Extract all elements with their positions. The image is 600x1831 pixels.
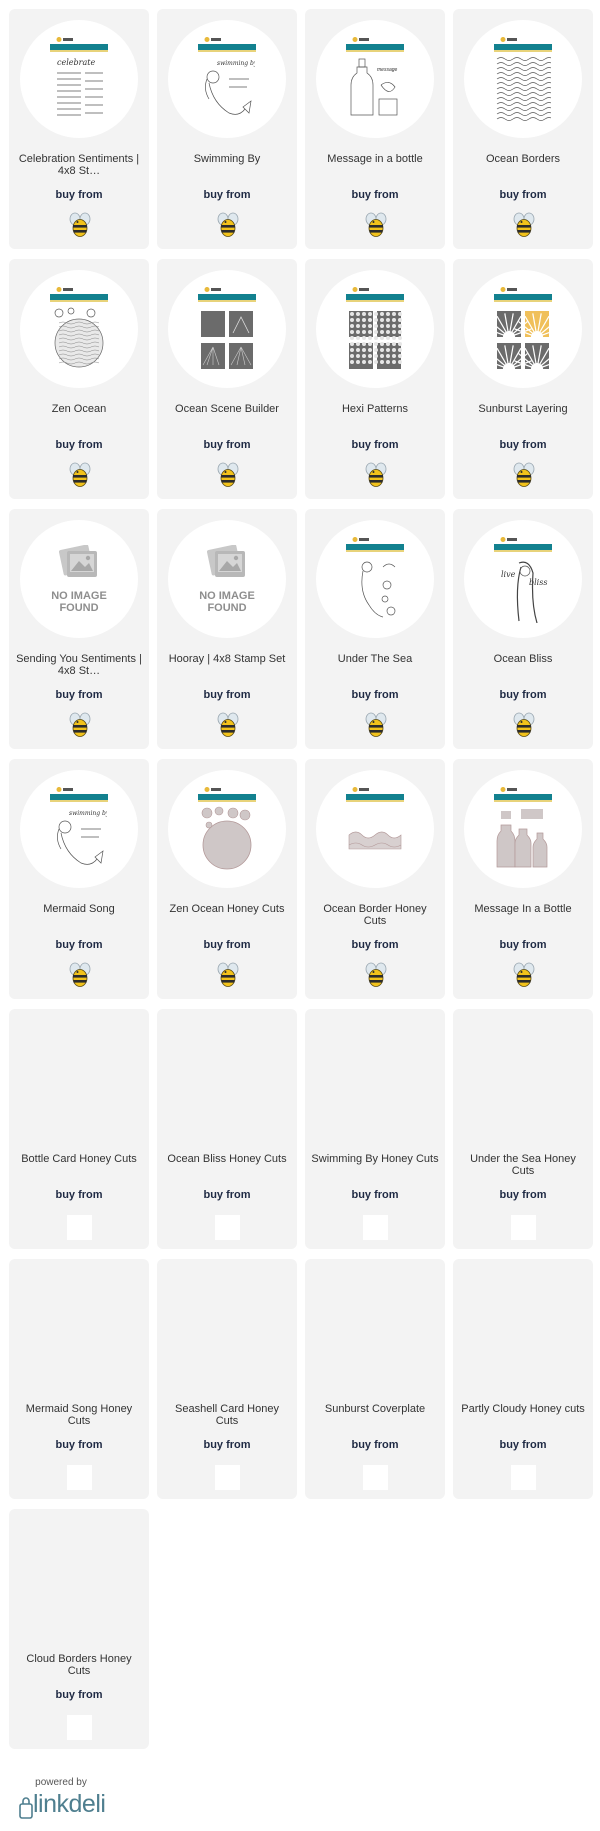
buy-from-label: buy from xyxy=(351,439,399,451)
product-card[interactable] xyxy=(9,759,149,999)
bee-icon[interactable] xyxy=(511,212,537,238)
product-image[interactable] xyxy=(20,520,138,638)
bee-icon[interactable] xyxy=(511,962,537,988)
buy-from-label: buy from xyxy=(499,439,547,451)
product-title[interactable]: Celebration Sentiments | 4x8 St… xyxy=(18,153,140,177)
stamp-set-mermaid-song-icon xyxy=(51,805,107,872)
product-card[interactable] xyxy=(305,1009,445,1249)
buy-from-label: buy from xyxy=(55,1439,103,1451)
product-image[interactable] xyxy=(464,20,582,138)
bee-icon[interactable] xyxy=(215,462,241,488)
product-title[interactable]: Message In a Bottle xyxy=(474,903,572,915)
image-placeholder-icon xyxy=(205,545,249,586)
buy-from-label: buy from xyxy=(203,189,251,201)
product-card[interactable] xyxy=(305,9,445,249)
product-card[interactable] xyxy=(157,509,297,749)
product-title[interactable]: Mermaid Song Honey Cuts xyxy=(25,1403,133,1427)
product-title[interactable]: Sending You Sentiments | 4x8 St… xyxy=(16,653,142,677)
die-bottles-icon xyxy=(495,805,551,872)
product-image[interactable] xyxy=(168,1020,286,1138)
brand-logo-icon xyxy=(352,36,370,43)
buy-from-label: buy from xyxy=(499,189,547,201)
bee-icon[interactable] xyxy=(67,212,93,238)
retailer-logo-icon[interactable] xyxy=(67,1715,92,1740)
no-image-placeholder xyxy=(42,545,116,614)
retailer-logo-icon[interactable] xyxy=(511,1215,536,1240)
brand-logo-icon xyxy=(204,786,222,793)
product-package xyxy=(196,283,258,375)
buy-from-label: buy from xyxy=(351,1189,399,1201)
brand-logo-icon xyxy=(500,36,518,43)
buy-from-label: buy from xyxy=(55,1689,103,1701)
stamp-set-sentiments-icon xyxy=(51,55,107,122)
product-package xyxy=(344,533,406,625)
product-image[interactable] xyxy=(20,1270,138,1388)
bee-icon[interactable] xyxy=(511,462,537,488)
product-card[interactable] xyxy=(9,1009,149,1249)
buy-from-label: buy from xyxy=(203,939,251,951)
product-card[interactable] xyxy=(157,1259,297,1499)
buy-from-label: buy from xyxy=(351,1439,399,1451)
product-package xyxy=(196,33,258,125)
product-image[interactable] xyxy=(464,1270,582,1388)
powered-by-label: powered by xyxy=(35,1777,87,1788)
product-card[interactable] xyxy=(305,1259,445,1499)
product-title[interactable]: Swimming By Honey Cuts xyxy=(311,1153,439,1165)
brand-logo-icon xyxy=(500,286,518,293)
die-circle-icon xyxy=(199,805,255,872)
buy-from-label: buy from xyxy=(499,689,547,701)
brand-logo-icon xyxy=(204,286,222,293)
bee-icon[interactable] xyxy=(363,212,389,238)
product-title[interactable]: Zen Ocean Honey Cuts xyxy=(169,903,285,915)
buy-from-label: buy from xyxy=(351,939,399,951)
svg-text:celebrate: celebrate xyxy=(57,58,96,67)
product-card[interactable] xyxy=(9,509,149,749)
bee-icon[interactable] xyxy=(215,212,241,238)
product-image[interactable] xyxy=(316,520,434,638)
retailer-logo-icon[interactable] xyxy=(67,1465,92,1490)
shopping-bag-icon xyxy=(19,1797,33,1819)
buy-from-label: buy from xyxy=(499,939,547,951)
svg-text:swimming by: swimming by xyxy=(69,810,107,817)
product-title[interactable]: Mermaid Song xyxy=(43,903,115,915)
product-title[interactable]: Ocean Bliss xyxy=(493,653,553,665)
product-image[interactable] xyxy=(20,770,138,888)
product-card[interactable] xyxy=(9,259,149,499)
product-card[interactable] xyxy=(453,509,593,749)
product-image[interactable] xyxy=(168,770,286,888)
product-title[interactable]: Message in a bottle xyxy=(327,153,423,165)
product-image[interactable] xyxy=(168,20,286,138)
product-title[interactable]: Hooray | 4x8 Stamp Set xyxy=(168,653,286,665)
buy-from-label: buy from xyxy=(55,1189,103,1201)
product-title[interactable]: Ocean Scene Builder xyxy=(175,403,279,415)
retailer-logo-icon[interactable] xyxy=(67,1215,92,1240)
product-title[interactable]: Swimming By xyxy=(193,153,261,165)
bee-icon[interactable] xyxy=(363,962,389,988)
product-card[interactable] xyxy=(9,1509,149,1749)
bee-icon[interactable] xyxy=(67,712,93,738)
no-image-text: NO IMAGE FOUND xyxy=(199,589,255,614)
product-title[interactable]: Hexi Patterns xyxy=(341,403,409,415)
product-image[interactable] xyxy=(464,270,582,388)
buy-from-label: buy from xyxy=(203,1439,251,1451)
retailer-logo-icon[interactable] xyxy=(363,1465,388,1490)
product-image[interactable] xyxy=(316,770,434,888)
brand-logo-icon xyxy=(204,36,222,43)
product-package xyxy=(492,533,554,625)
retailer-logo-icon[interactable] xyxy=(363,1215,388,1240)
product-card[interactable] xyxy=(453,759,593,999)
product-package xyxy=(492,283,554,375)
product-image[interactable] xyxy=(316,270,434,388)
stamp-set-tall-mermaid-icon xyxy=(347,555,403,622)
product-package xyxy=(344,783,406,875)
buy-from-label: buy from xyxy=(55,939,103,951)
brand-logo-icon xyxy=(352,786,370,793)
product-grid xyxy=(9,9,591,1749)
svg-text:message: message xyxy=(377,67,398,73)
product-package xyxy=(492,783,554,875)
product-image[interactable] xyxy=(168,270,286,388)
product-title[interactable]: Ocean Borders xyxy=(486,153,560,165)
footer xyxy=(19,1777,139,1819)
brand-logo-icon xyxy=(56,36,74,43)
product-title[interactable]: Sunburst Coverplate xyxy=(324,1403,426,1415)
product-package xyxy=(48,33,110,125)
product-title[interactable]: Zen Ocean xyxy=(51,403,107,415)
no-image-placeholder xyxy=(190,545,264,614)
product-card[interactable] xyxy=(157,1009,297,1249)
retailer-logo-icon[interactable] xyxy=(215,1465,240,1490)
product-card[interactable] xyxy=(453,1259,593,1499)
buy-from-label: buy from xyxy=(351,189,399,201)
bee-icon[interactable] xyxy=(67,962,93,988)
brand-logo-icon xyxy=(500,786,518,793)
buy-from-label: buy from xyxy=(203,439,251,451)
stamp-set-bottle-icon xyxy=(347,55,403,122)
linkdeli-brand-text: linkdeli xyxy=(33,1790,106,1818)
product-title[interactable]: Ocean Bliss Honey Cuts xyxy=(167,1153,287,1165)
product-package xyxy=(344,283,406,375)
product-card[interactable] xyxy=(453,9,593,249)
product-image[interactable] xyxy=(316,20,434,138)
stamp-set-circle-icon xyxy=(51,305,107,372)
buy-from-label: buy from xyxy=(499,1189,547,1201)
product-image[interactable] xyxy=(316,1270,434,1388)
brand-logo-icon xyxy=(352,536,370,543)
stencil-sunburst-icon xyxy=(495,305,551,372)
buy-from-label: buy from xyxy=(499,1439,547,1451)
product-image[interactable] xyxy=(168,520,286,638)
product-card[interactable] xyxy=(305,759,445,999)
linkdeli-logo[interactable] xyxy=(19,1790,139,1819)
product-image[interactable] xyxy=(20,20,138,138)
product-card[interactable] xyxy=(9,9,149,249)
die-border-icon xyxy=(347,805,403,872)
image-placeholder-icon xyxy=(57,545,101,586)
brand-logo-icon xyxy=(56,286,74,293)
product-package xyxy=(48,283,110,375)
product-image[interactable] xyxy=(316,1020,434,1138)
product-image[interactable] xyxy=(20,270,138,388)
buy-from-label: buy from xyxy=(351,689,399,701)
brand-logo-icon xyxy=(500,536,518,543)
bee-icon[interactable] xyxy=(67,462,93,488)
stencil-hexi-icon xyxy=(347,305,403,372)
product-card[interactable] xyxy=(157,9,297,249)
product-package xyxy=(48,783,110,875)
product-title[interactable]: Bottle Card Honey Cuts xyxy=(21,1153,137,1165)
brand-logo-icon xyxy=(352,286,370,293)
product-title[interactable]: Partly Cloudy Honey cuts xyxy=(461,1403,585,1415)
product-card[interactable] xyxy=(9,1259,149,1499)
product-package xyxy=(344,33,406,125)
no-image-text: NO IMAGE FOUND xyxy=(51,589,107,614)
product-package xyxy=(492,33,554,125)
product-card[interactable] xyxy=(453,1009,593,1249)
product-card[interactable] xyxy=(157,759,297,999)
product-title[interactable]: Sunburst Layering xyxy=(478,403,568,415)
stencil-ocean-icon xyxy=(199,305,255,372)
product-image[interactable] xyxy=(168,1270,286,1388)
bee-icon[interactable] xyxy=(215,712,241,738)
stamp-set-girl-icon xyxy=(495,555,551,622)
buy-from-label: buy from xyxy=(55,689,103,701)
product-card[interactable] xyxy=(305,509,445,749)
buy-from-label: buy from xyxy=(55,439,103,451)
buy-from-label: buy from xyxy=(55,189,103,201)
retailer-logo-icon[interactable] xyxy=(511,1465,536,1490)
buy-from-label: buy from xyxy=(203,689,251,701)
svg-text:bliss: bliss xyxy=(529,578,548,587)
bee-icon[interactable] xyxy=(215,962,241,988)
product-image[interactable] xyxy=(464,520,582,638)
svg-text:swimming by: swimming by xyxy=(217,60,255,67)
product-card[interactable] xyxy=(157,259,297,499)
product-image[interactable] xyxy=(20,1520,138,1638)
buy-from-label: buy from xyxy=(203,1189,251,1201)
product-title[interactable]: Under the Sea Honey Cuts xyxy=(470,1153,576,1177)
svg-text:live: live xyxy=(501,570,516,579)
product-image[interactable] xyxy=(464,1020,582,1138)
brand-logo-icon xyxy=(56,786,74,793)
bee-icon[interactable] xyxy=(363,462,389,488)
bee-icon[interactable] xyxy=(511,712,537,738)
product-title[interactable]: Ocean Border Honey Cuts xyxy=(323,903,427,927)
product-title[interactable]: Seashell Card Honey Cuts xyxy=(175,1403,279,1427)
bee-icon[interactable] xyxy=(363,712,389,738)
product-title[interactable]: Cloud Borders Honey Cuts xyxy=(26,1653,132,1677)
stamp-set-mermaid-icon xyxy=(199,55,255,122)
product-card[interactable] xyxy=(453,259,593,499)
retailer-logo-icon[interactable] xyxy=(215,1215,240,1240)
product-image[interactable] xyxy=(20,1020,138,1138)
product-card[interactable] xyxy=(305,259,445,499)
stamp-set-waves-icon xyxy=(495,55,551,122)
product-title[interactable]: Under The Sea xyxy=(337,653,413,665)
product-package xyxy=(196,783,258,875)
product-image[interactable] xyxy=(464,770,582,888)
